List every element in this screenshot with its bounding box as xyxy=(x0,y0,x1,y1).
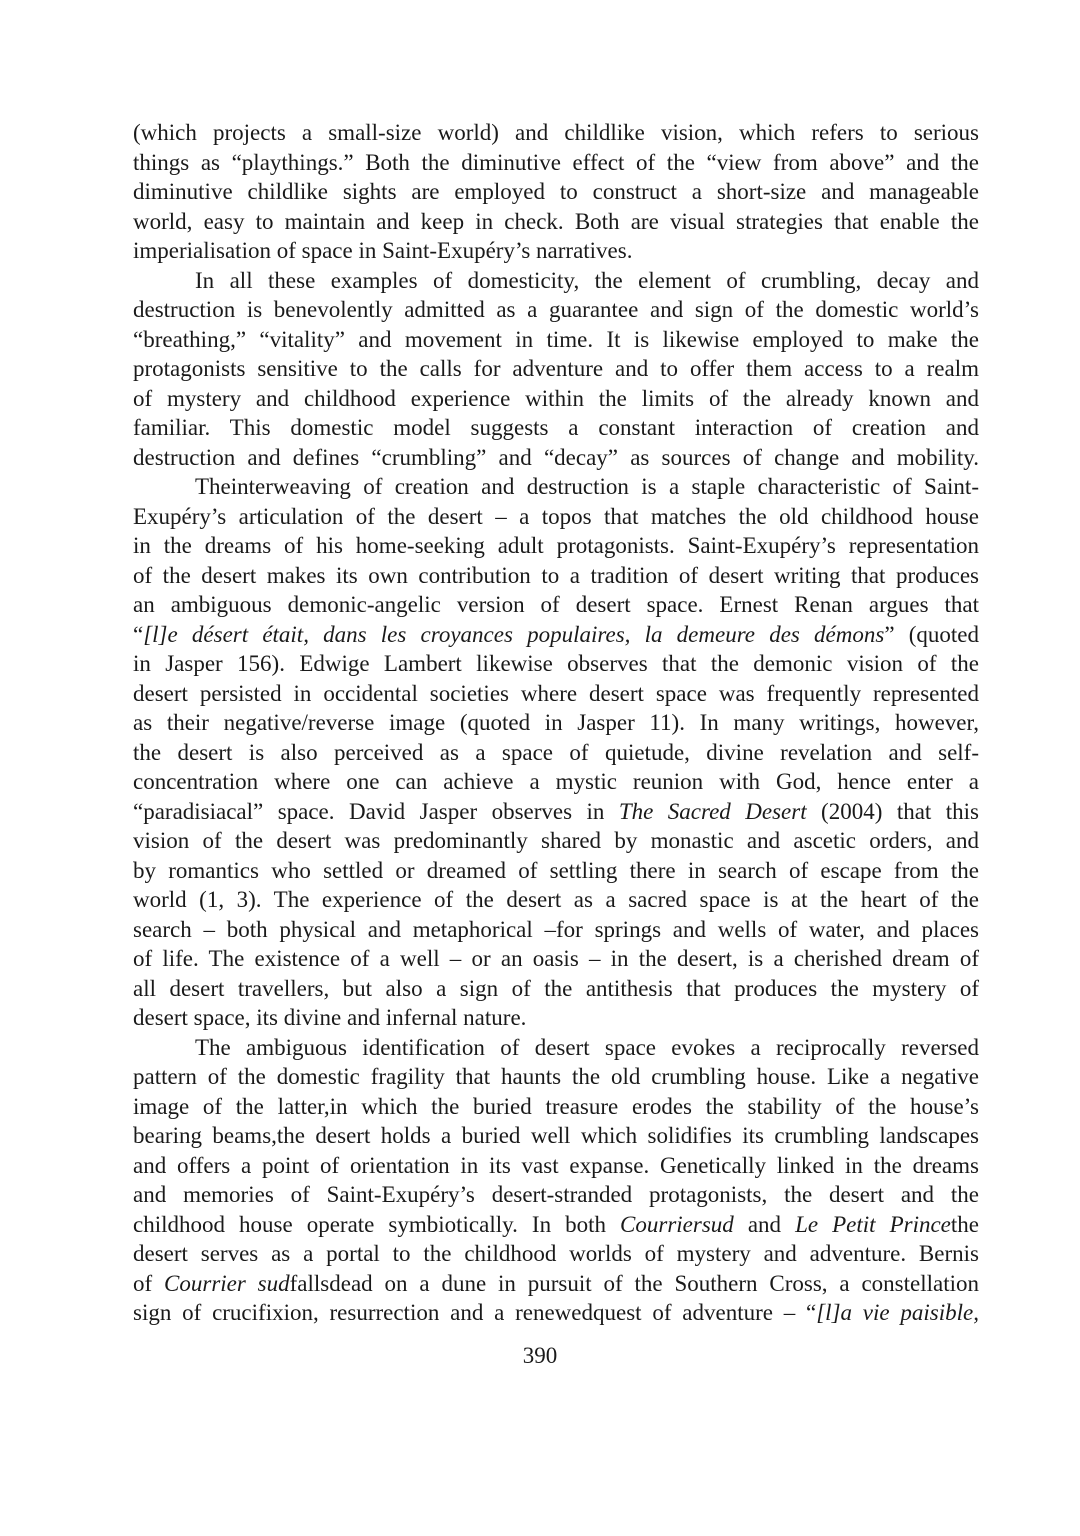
text-segment: by romantics who settled or dreamed of settling there in search of escape from the xyxy=(133,857,979,883)
text-segment: the xyxy=(950,1211,979,1237)
text-segment: pattern of the domestic fragility that haunts the old crumbling house. Like a negative xyxy=(133,1064,979,1089)
text-segment: desert space, its divine and infernal nature. xyxy=(133,1005,527,1030)
text-segment: familiar. This domestic model suggests a constant interaction of creation and xyxy=(133,415,979,440)
italic-text: Courrier sud xyxy=(164,1270,290,1296)
text-line xyxy=(133,354,979,384)
text-line xyxy=(133,1298,979,1328)
paragraph xyxy=(133,118,979,266)
text-segment: search – both physical and metaphorical –for springs and wells of water, and places xyxy=(133,916,979,942)
italic-text: Courriersud xyxy=(620,1211,734,1237)
text-segment: all desert travellers, but also a sign of the antithesis that produces the mystery of xyxy=(133,975,979,1001)
text-line xyxy=(133,502,979,532)
text-line xyxy=(133,561,979,591)
text-segment: Exupéry’s articulation of the desert – a topos that matches the old childhood house xyxy=(133,503,979,529)
text-line xyxy=(133,266,979,296)
paragraph xyxy=(133,1033,979,1328)
text-line xyxy=(133,236,979,266)
text-line xyxy=(133,325,979,355)
italic-text: [l]e désert était, dans les croyances populaires, la demeure des démons xyxy=(143,621,885,647)
text-line xyxy=(133,384,979,414)
text-line xyxy=(133,915,979,945)
text-segment: in Jasper 156). Edwige Lambert likewise observes that the demonic vision of the xyxy=(133,651,979,676)
text-line xyxy=(133,1239,979,1269)
text-segment: In all these examples of domesticity, the element of crumbling, decay and xyxy=(195,267,979,293)
text-line xyxy=(133,797,979,827)
text-line xyxy=(133,295,979,325)
text-segment: in the dreams of his home-seeking adult protagonists. Saint-Exupéry’s representation xyxy=(133,533,979,558)
text-segment: destruction and defines “crumbling” and “decay” as sources of change and mobility. xyxy=(133,444,979,470)
text-segment: imperialisation of space in Saint-Exupéry’s narratives. xyxy=(133,238,633,263)
text-line xyxy=(133,207,979,237)
text-line xyxy=(133,856,979,886)
text-segment: of the desert makes its own contribution to a tradition of desert writing that produces xyxy=(133,562,979,588)
text-line xyxy=(133,1033,979,1063)
text-line xyxy=(133,1180,979,1210)
text-segment: (which projects a small-size world) and childlike vision, which refers to serious xyxy=(133,120,979,145)
text-line xyxy=(133,620,979,650)
text-segment: world (1, 3). The experience of the desert as a sacred space is at the heart of the xyxy=(133,887,979,912)
text-segment: sign of crucifixion, resurrection and a renewedquest of adventure – “ xyxy=(133,1300,817,1325)
text-segment: of xyxy=(133,1270,165,1296)
text-segment: childhood house operate symbiotically. In both xyxy=(133,1211,621,1237)
text-segment: and xyxy=(733,1211,796,1237)
text-line xyxy=(133,708,979,738)
text-segment: desert serves as a portal to the childhood worlds of mystery and adventure. Bernis xyxy=(133,1241,979,1266)
text-line xyxy=(133,1121,979,1151)
text-line xyxy=(133,826,979,856)
text-segment: things as “playthings.” Both the diminutive effect of the “view from above” and the xyxy=(133,149,979,175)
text-segment: world, easy to maintain and keep in check. Both are visual strategies that enable the xyxy=(133,208,979,234)
text-segment: image of the latter,in which the buried treasure erodes the stability of the house’s xyxy=(133,1093,979,1119)
text-segment: The ambiguous identification of desert space evokes a reciprocally reversed xyxy=(195,1034,979,1060)
italic-text: [l]a vie paisible, xyxy=(816,1300,979,1325)
text-segment: “breathing,” “vitality” and movement in time. It is likewise employed to make the xyxy=(133,326,979,352)
text-line xyxy=(133,1269,979,1299)
text-segment: of mystery and childhood experience within the limits of the already known and xyxy=(133,385,979,411)
text-segment: vision of the desert was predominantly shared by monastic and ascetic orders, and xyxy=(133,828,979,853)
text-line xyxy=(133,590,979,620)
text-segment: “ xyxy=(133,621,144,647)
text-segment: desert persisted in occidental societies where desert space was frequently represented xyxy=(133,680,979,706)
text-line xyxy=(133,767,979,797)
text-line xyxy=(133,118,979,148)
paragraph xyxy=(133,472,979,1033)
text-segment: fallsdead on a dune in pursuit of the Southern Cross, a constellation xyxy=(289,1270,979,1296)
text-line xyxy=(133,1210,979,1240)
text-line xyxy=(133,1003,979,1033)
text-line xyxy=(133,649,979,679)
text-line xyxy=(133,944,979,974)
text-line xyxy=(133,1062,979,1092)
text-line xyxy=(133,1151,979,1181)
text-line xyxy=(133,738,979,768)
text-line xyxy=(133,679,979,709)
text-segment: and offers a point of orientation in its vast expanse. Genetically linked in the dreams xyxy=(133,1152,979,1178)
text-segment: an ambiguous demonic-angelic version of desert space. Ernest Renan argues that xyxy=(133,592,979,617)
text-line xyxy=(133,472,979,502)
italic-text: The Sacred Desert xyxy=(618,798,807,824)
text-line xyxy=(133,177,979,207)
text-segment: as their negative/reverse image (quoted in Jasper 11). In many writings, however, xyxy=(133,710,979,735)
text-segment: destruction is benevolently admitted as a guarantee and sign of the domestic world’s xyxy=(133,297,979,322)
text-line xyxy=(133,531,979,561)
page-number: 390 xyxy=(522,1343,558,1368)
text-line xyxy=(133,443,979,473)
text-segment: Theinterweaving of creation and destruction is a staple characteristic of Saint- xyxy=(195,474,979,499)
text-line xyxy=(133,1092,979,1122)
text-line xyxy=(133,974,979,1004)
paragraph xyxy=(133,266,979,473)
text-segment: bearing beams,the desert holds a buried well which solidifies its crumbling landscapes xyxy=(133,1123,979,1148)
text-segment: “paradisiacal” space. David Jasper observes in xyxy=(133,798,619,824)
text-segment: and memories of Saint-Exupéry’s desert-stranded protagonists, the desert and the xyxy=(133,1182,979,1207)
text-segment: the desert is also perceived as a space of quietude, divine revelation and self- xyxy=(133,739,979,765)
text-segment: diminutive childlike sights are employed to construct a short-size and manageable xyxy=(133,179,979,204)
text-segment: ” (quoted xyxy=(884,621,979,647)
text-line xyxy=(133,413,979,443)
italic-text: Le Petit Prince xyxy=(795,1211,951,1237)
body-text xyxy=(133,118,979,1328)
text-segment: of life. The existence of a well – or an oasis – in the desert, is a cherished dream of xyxy=(133,946,979,971)
text-segment: (2004) that this xyxy=(806,798,979,824)
text-segment: concentration where one can achieve a mystic reunion with God, hence enter a xyxy=(133,769,979,794)
text-line xyxy=(133,885,979,915)
text-segment: protagonists sensitive to the calls for adventure and to offer them access to a realm xyxy=(133,356,979,381)
text-line xyxy=(133,148,979,178)
